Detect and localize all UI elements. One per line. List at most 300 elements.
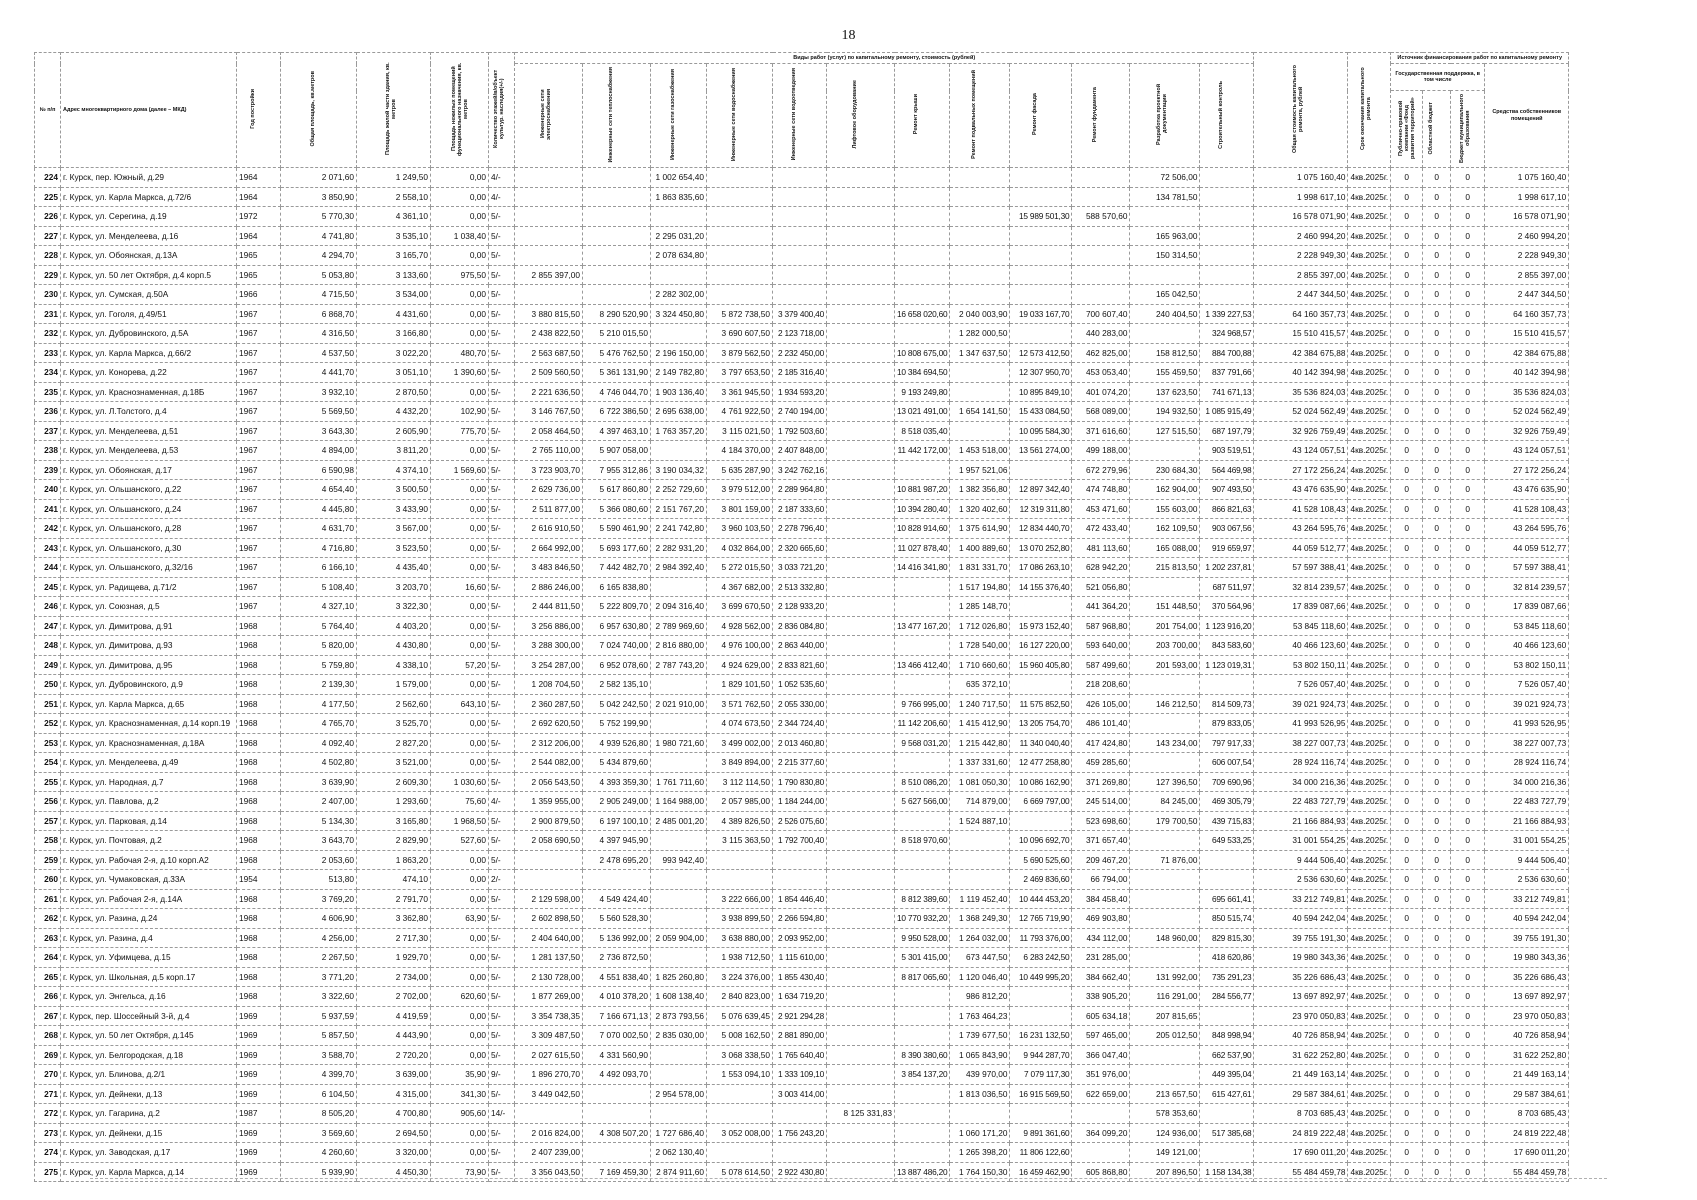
table-header bbox=[35, 53, 1569, 168]
cell-found: 469 903,80 bbox=[1072, 909, 1130, 929]
cell-addr: г. Курск, ул. Обоянская, д.17 bbox=[61, 460, 237, 480]
cell-sewer: 1 634 719,20 bbox=[773, 987, 827, 1007]
cell-f2: 0 bbox=[1423, 207, 1451, 227]
cell-el: 3 723 903,70 bbox=[515, 460, 583, 480]
cell-addr: г. Курск, ул. Рабочая 2-я, д.10 корп.А2 bbox=[61, 850, 237, 870]
col-header-total-cost: Общая стоимость капитального ремонта, рублей bbox=[1254, 53, 1348, 168]
cell-water: 2 840 823,00 bbox=[707, 987, 773, 1007]
cell-control: 741 671,13 bbox=[1200, 382, 1254, 402]
cell-control: 1 339 227,53 bbox=[1200, 304, 1254, 324]
cell-heat: 5 222 809,70 bbox=[583, 597, 651, 617]
col-header-design: Разработка проектной документации bbox=[1130, 64, 1200, 168]
cell-design: 165 088,00 bbox=[1130, 538, 1200, 558]
cell-lift bbox=[827, 519, 895, 539]
cell-year: 1967 bbox=[237, 460, 281, 480]
cell-f3: 0 bbox=[1451, 558, 1485, 578]
cell-nonres: 0,00 bbox=[431, 733, 489, 753]
cell-n: 241 bbox=[35, 499, 61, 519]
cell-gas: 1 825 260,80 bbox=[651, 967, 707, 987]
cell-control: 370 564,96 bbox=[1200, 597, 1254, 617]
cell-nonres: 0,00 bbox=[431, 1045, 489, 1065]
cell-own: 22 483 727,79 bbox=[1485, 792, 1569, 812]
cell-own: 39 021 924,73 bbox=[1485, 694, 1569, 714]
cell-heat bbox=[583, 1143, 651, 1163]
cell-n: 270 bbox=[35, 1065, 61, 1085]
cell-f2: 0 bbox=[1423, 987, 1451, 1007]
cell-nonres: 0,00 bbox=[431, 304, 489, 324]
cell-n: 240 bbox=[35, 480, 61, 500]
cell-base bbox=[950, 168, 1010, 188]
cell-addr: г. Курск, ул. Чумаковская, д.33А bbox=[61, 870, 237, 890]
cell-gas: 2 787 743,20 bbox=[651, 655, 707, 675]
cell-water: 4 928 562,00 bbox=[707, 616, 773, 636]
cell-addr: г. Курск, ул. Ольшанского, д.24 bbox=[61, 499, 237, 519]
cell-year: 1969 bbox=[237, 1065, 281, 1085]
cell-floors: 5/- bbox=[489, 538, 515, 558]
cell-facade: 16 127 220,00 bbox=[1010, 636, 1072, 656]
cell-el: 2 616 910,50 bbox=[515, 519, 583, 539]
table-row bbox=[35, 850, 1569, 870]
cell-roof: 8 518 970,60 bbox=[895, 831, 950, 851]
cell-design bbox=[1130, 441, 1200, 461]
cell-f1: 0 bbox=[1391, 792, 1423, 812]
cell-floors: 4/- bbox=[489, 792, 515, 812]
cell-f3: 0 bbox=[1451, 324, 1485, 344]
table-row bbox=[35, 831, 1569, 851]
cell-living: 4 430,80 bbox=[357, 636, 431, 656]
cell-f3: 0 bbox=[1451, 343, 1485, 363]
cell-facade bbox=[1010, 811, 1072, 831]
cell-living: 4 374,10 bbox=[357, 460, 431, 480]
cell-f2: 0 bbox=[1423, 870, 1451, 890]
cell-roof bbox=[895, 285, 950, 305]
cell-addr: г. Курск, ул. Народная, д.7 bbox=[61, 772, 237, 792]
cell-n: 238 bbox=[35, 441, 61, 461]
cell-year: 1964 bbox=[237, 226, 281, 246]
cell-water: 3 222 666,00 bbox=[707, 889, 773, 909]
cell-heat: 4 746 044,70 bbox=[583, 382, 651, 402]
cell-total: 7 526 057,40 bbox=[1254, 675, 1348, 695]
cell-f1: 0 bbox=[1391, 324, 1423, 344]
cell-f1: 0 bbox=[1391, 714, 1423, 734]
cell-control: 1 085 915,49 bbox=[1200, 402, 1254, 422]
cell-control bbox=[1200, 246, 1254, 266]
cell-n: 267 bbox=[35, 1006, 61, 1026]
cell-f3: 0 bbox=[1451, 1123, 1485, 1143]
cell-sewer bbox=[773, 187, 827, 207]
cell-heat: 6 957 630,80 bbox=[583, 616, 651, 636]
cell-total-area: 4 316,50 bbox=[281, 324, 357, 344]
cell-heat: 5 361 131,90 bbox=[583, 363, 651, 383]
table-row bbox=[35, 987, 1569, 1007]
cell-floors: 5/- bbox=[489, 246, 515, 266]
cell-roof: 11 142 206,60 bbox=[895, 714, 950, 734]
cell-base bbox=[950, 207, 1010, 227]
cell-design: 578 353,60 bbox=[1130, 1104, 1200, 1124]
cell-total-area: 4 294,70 bbox=[281, 246, 357, 266]
cell-floors: 5/- bbox=[489, 460, 515, 480]
cell-year: 1967 bbox=[237, 577, 281, 597]
cell-n: 245 bbox=[35, 577, 61, 597]
cell-roof: 5 301 415,00 bbox=[895, 948, 950, 968]
cell-base: 2 040 003,90 bbox=[950, 304, 1010, 324]
col-header-year: Год постройки bbox=[237, 53, 281, 168]
cell-f1: 0 bbox=[1391, 811, 1423, 831]
cell-roof bbox=[895, 207, 950, 227]
cell-total-area: 4 654,40 bbox=[281, 480, 357, 500]
cell-heat: 2 582 135,10 bbox=[583, 675, 651, 695]
cell-water: 5 872 738,50 bbox=[707, 304, 773, 324]
cell-found: 66 794,00 bbox=[1072, 870, 1130, 890]
cell-found: 440 283,00 bbox=[1072, 324, 1130, 344]
cell-n: 231 bbox=[35, 304, 61, 324]
cell-own: 21 449 163,14 bbox=[1485, 1065, 1569, 1085]
cell-nonres: 775,70 bbox=[431, 421, 489, 441]
cell-base: 1 382 356,80 bbox=[950, 480, 1010, 500]
cell-found: 499 188,00 bbox=[1072, 441, 1130, 461]
cell-own: 39 755 191,30 bbox=[1485, 928, 1569, 948]
cell-total: 17 690 011,20 bbox=[1254, 1143, 1348, 1163]
cell-control bbox=[1200, 1104, 1254, 1124]
cell-f3: 0 bbox=[1451, 499, 1485, 519]
table-row bbox=[35, 655, 1569, 675]
cell-heat bbox=[583, 226, 651, 246]
cell-addr: г. Курск, пер. Южный, д.29 bbox=[61, 168, 237, 188]
cell-n: 251 bbox=[35, 694, 61, 714]
cell-sewer: 3 379 400,40 bbox=[773, 304, 827, 324]
cell-water: 3 638 880,00 bbox=[707, 928, 773, 948]
cell-nonres: 0,00 bbox=[431, 889, 489, 909]
cell-f3: 0 bbox=[1451, 597, 1485, 617]
cell-living: 3 203,70 bbox=[357, 577, 431, 597]
cell-total-area: 6 166,10 bbox=[281, 558, 357, 578]
cell-own: 16 578 071,90 bbox=[1485, 207, 1569, 227]
cell-living: 2 702,00 bbox=[357, 987, 431, 1007]
cell-nonres: 0,00 bbox=[431, 480, 489, 500]
cell-n: 242 bbox=[35, 519, 61, 539]
cell-total-area: 5 770,30 bbox=[281, 207, 357, 227]
table-row bbox=[35, 187, 1569, 207]
cell-sewer: 3 003 414,00 bbox=[773, 1084, 827, 1104]
cell-addr: г. Курск, ул. Краснознаменная, д.18А bbox=[61, 733, 237, 753]
cell-gas: 2 196 150,00 bbox=[651, 343, 707, 363]
cell-lift bbox=[827, 1006, 895, 1026]
cell-addr: г. Курск, ул. Менделеева, д.51 bbox=[61, 421, 237, 441]
cell-living: 3 166,80 bbox=[357, 324, 431, 344]
cell-f2: 0 bbox=[1423, 948, 1451, 968]
table-row bbox=[35, 870, 1569, 890]
cell-addr: г. Курск, ул. Разина, д.4 bbox=[61, 928, 237, 948]
cell-found: 588 570,60 bbox=[1072, 207, 1130, 227]
cell-year: 1965 bbox=[237, 265, 281, 285]
cell-deadline: 4кв.2025г. bbox=[1348, 694, 1391, 714]
cell-lift bbox=[827, 616, 895, 636]
cell-el: 3 483 846,50 bbox=[515, 558, 583, 578]
cell-facade bbox=[1010, 168, 1072, 188]
cell-control: 919 659,97 bbox=[1200, 538, 1254, 558]
cell-total: 31 001 554,25 bbox=[1254, 831, 1348, 851]
col-header-living-area: Площадь жилой части здания, кв. метров bbox=[357, 53, 431, 168]
col-header-electric: Инженерные сети электроснабжения bbox=[515, 64, 583, 168]
cell-design: 165 042,50 bbox=[1130, 285, 1200, 305]
cell-deadline: 4кв.2025г. bbox=[1348, 655, 1391, 675]
cell-heat: 6 722 386,50 bbox=[583, 402, 651, 422]
cell-f2: 0 bbox=[1423, 558, 1451, 578]
cell-total: 2 536 630,60 bbox=[1254, 870, 1348, 890]
cell-water: 3 979 512,00 bbox=[707, 480, 773, 500]
cell-base: 1 831 331,70 bbox=[950, 558, 1010, 578]
cell-sewer: 2 526 075,60 bbox=[773, 811, 827, 831]
cell-nonres: 73,90 bbox=[431, 1162, 489, 1182]
cell-sewer: 3 242 762,16 bbox=[773, 460, 827, 480]
cell-f2: 0 bbox=[1423, 1084, 1451, 1104]
cell-addr: г. Курск, ул. Димитрова, д.95 bbox=[61, 655, 237, 675]
cell-sewer: 1 184 244,00 bbox=[773, 792, 827, 812]
cell-total: 19 980 343,36 bbox=[1254, 948, 1348, 968]
cell-facade bbox=[1010, 597, 1072, 617]
cell-nonres: 0,00 bbox=[431, 870, 489, 890]
cell-design: 124 936,00 bbox=[1130, 1123, 1200, 1143]
cell-el: 3 449 042,50 bbox=[515, 1084, 583, 1104]
cell-f2: 0 bbox=[1423, 168, 1451, 188]
cell-own: 53 845 118,60 bbox=[1485, 616, 1569, 636]
cell-found bbox=[1072, 246, 1130, 266]
cell-lift bbox=[827, 480, 895, 500]
cell-base: 1 265 398,20 bbox=[950, 1143, 1010, 1163]
cell-year: 1968 bbox=[237, 655, 281, 675]
cell-floors: 2/- bbox=[489, 870, 515, 890]
cell-f1: 0 bbox=[1391, 382, 1423, 402]
cell-f1: 0 bbox=[1391, 636, 1423, 656]
cell-heat: 6 197 100,10 bbox=[583, 811, 651, 831]
cell-design bbox=[1130, 753, 1200, 773]
cell-year: 1968 bbox=[237, 714, 281, 734]
cell-found: 453 053,40 bbox=[1072, 363, 1130, 383]
cell-control: 564 469,98 bbox=[1200, 460, 1254, 480]
cell-deadline: 4кв.2025г. bbox=[1348, 1104, 1391, 1124]
cell-floors: 9/- bbox=[489, 1065, 515, 1085]
cell-year: 1966 bbox=[237, 285, 281, 305]
cell-floors: 5/- bbox=[489, 382, 515, 402]
cell-design bbox=[1130, 831, 1200, 851]
cell-base: 1 337 331,60 bbox=[950, 753, 1010, 773]
cell-base: 1 400 889,60 bbox=[950, 538, 1010, 558]
cell-n: 273 bbox=[35, 1123, 61, 1143]
cell-sewer: 2 266 594,80 bbox=[773, 909, 827, 929]
cell-total: 64 160 357,73 bbox=[1254, 304, 1348, 324]
cell-nonres: 0,00 bbox=[431, 948, 489, 968]
cell-f1: 0 bbox=[1391, 285, 1423, 305]
cell-design bbox=[1130, 948, 1200, 968]
cell-heat: 7 166 671,13 bbox=[583, 1006, 651, 1026]
cell-floors: 5/- bbox=[489, 558, 515, 578]
cell-sewer: 2 320 665,60 bbox=[773, 538, 827, 558]
cell-total: 1 998 617,10 bbox=[1254, 187, 1348, 207]
cell-f3: 0 bbox=[1451, 1026, 1485, 1046]
cell-f2: 0 bbox=[1423, 753, 1451, 773]
cell-total: 2 447 344,50 bbox=[1254, 285, 1348, 305]
cell-total-area: 2 053,60 bbox=[281, 850, 357, 870]
cell-year: 1967 bbox=[237, 499, 281, 519]
cell-f2: 0 bbox=[1423, 285, 1451, 305]
cell-floors: 5/- bbox=[489, 402, 515, 422]
cell-roof bbox=[895, 1123, 950, 1143]
cell-floors: 5/- bbox=[489, 285, 515, 305]
cell-base bbox=[950, 285, 1010, 305]
cell-lift bbox=[827, 285, 895, 305]
cell-water: 3 068 338,50 bbox=[707, 1045, 773, 1065]
cell-facade: 19 033 167,70 bbox=[1010, 304, 1072, 324]
cell-gas: 2 485 001,20 bbox=[651, 811, 707, 831]
cell-roof bbox=[895, 636, 950, 656]
cell-base: 1 415 412,90 bbox=[950, 714, 1010, 734]
cell-control: 449 395,04 bbox=[1200, 1065, 1254, 1085]
cell-sewer: 2 863 440,00 bbox=[773, 636, 827, 656]
cell-deadline: 4кв.2025г. bbox=[1348, 519, 1391, 539]
cell-nonres: 75,60 bbox=[431, 792, 489, 812]
cell-deadline: 4кв.2025г. bbox=[1348, 733, 1391, 753]
cell-year: 1972 bbox=[237, 207, 281, 227]
cell-base: 673 447,50 bbox=[950, 948, 1010, 968]
cell-sewer: 2 833 821,60 bbox=[773, 655, 827, 675]
cell-nonres: 0,00 bbox=[431, 597, 489, 617]
cell-deadline: 4кв.2025г. bbox=[1348, 1026, 1391, 1046]
cell-design: 207 815,65 bbox=[1130, 1006, 1200, 1026]
cell-nonres: 0,00 bbox=[431, 285, 489, 305]
cell-heat: 5 907 058,00 bbox=[583, 441, 651, 461]
table-row bbox=[35, 499, 1569, 519]
cell-own: 42 384 675,88 bbox=[1485, 343, 1569, 363]
cell-found: 231 285,00 bbox=[1072, 948, 1130, 968]
cell-floors: 5/- bbox=[489, 675, 515, 695]
cell-found: 209 467,20 bbox=[1072, 850, 1130, 870]
cell-heat: 4 549 424,40 bbox=[583, 889, 651, 909]
cell-year: 1968 bbox=[237, 753, 281, 773]
cell-found bbox=[1072, 226, 1130, 246]
cell-gas: 2 021 910,00 bbox=[651, 694, 707, 714]
cell-f3: 0 bbox=[1451, 285, 1485, 305]
cell-floors: 5/- bbox=[489, 304, 515, 324]
cell-total: 34 000 216,36 bbox=[1254, 772, 1348, 792]
cell-addr: г. Курск, ул. Дейнеки, д.13 bbox=[61, 1084, 237, 1104]
cell-living: 3 022,20 bbox=[357, 343, 431, 363]
cell-lift bbox=[827, 967, 895, 987]
cell-roof: 13 887 486,20 bbox=[895, 1162, 950, 1182]
cell-f2: 0 bbox=[1423, 1065, 1451, 1085]
cell-water: 3 797 653,50 bbox=[707, 363, 773, 383]
cell-water: 3 879 562,50 bbox=[707, 343, 773, 363]
cell-year: 1967 bbox=[237, 324, 281, 344]
cell-facade: 6 669 797,00 bbox=[1010, 792, 1072, 812]
cell-nonres: 0,00 bbox=[431, 1026, 489, 1046]
table-row bbox=[35, 324, 1569, 344]
table-row bbox=[35, 304, 1569, 324]
cell-roof bbox=[895, 246, 950, 266]
cell-heat: 2 905 249,00 bbox=[583, 792, 651, 812]
cell-floors: 5/- bbox=[489, 616, 515, 636]
cell-own: 43 476 635,90 bbox=[1485, 480, 1569, 500]
table-row bbox=[35, 1026, 1569, 1046]
col-header-lift: Лифтовое оборудование bbox=[827, 64, 895, 168]
cell-deadline: 4кв.2025г. bbox=[1348, 460, 1391, 480]
cell-own: 28 924 116,74 bbox=[1485, 753, 1569, 773]
cell-nonres: 0,00 bbox=[431, 324, 489, 344]
cell-own: 34 000 216,36 bbox=[1485, 772, 1569, 792]
cell-heat: 2 736 872,50 bbox=[583, 948, 651, 968]
cell-water bbox=[707, 285, 773, 305]
table-row bbox=[35, 1143, 1569, 1163]
cell-facade: 12 897 342,40 bbox=[1010, 480, 1072, 500]
cell-water: 3 690 607,50 bbox=[707, 324, 773, 344]
cell-year: 1969 bbox=[237, 1143, 281, 1163]
cell-lift bbox=[827, 363, 895, 383]
cell-gas: 2 252 729,60 bbox=[651, 480, 707, 500]
cell-lift bbox=[827, 655, 895, 675]
cell-heat: 5 752 199,90 bbox=[583, 714, 651, 734]
cell-deadline: 4кв.2025г. bbox=[1348, 831, 1391, 851]
cell-total-area: 5 820,00 bbox=[281, 636, 357, 656]
cell-year: 1967 bbox=[237, 558, 281, 578]
cell-gas: 1 763 357,20 bbox=[651, 421, 707, 441]
cell-addr: г. Курск, ул. Белгородская, д.18 bbox=[61, 1045, 237, 1065]
cell-nonres: 102,90 bbox=[431, 402, 489, 422]
cell-total: 40 726 858,94 bbox=[1254, 1026, 1348, 1046]
cell-addr: г. Курск, ул. Ольшанского, д.28 bbox=[61, 519, 237, 539]
cell-own: 2 460 994,20 bbox=[1485, 226, 1569, 246]
cell-base: 1 957 521,06 bbox=[950, 460, 1010, 480]
cell-n: 230 bbox=[35, 285, 61, 305]
cell-nonres: 0,00 bbox=[431, 441, 489, 461]
col-header-water: Инженерные сети водоснабжения bbox=[707, 64, 773, 168]
cell-facade: 15 433 084,50 bbox=[1010, 402, 1072, 422]
cell-deadline: 4кв.2025г. bbox=[1348, 187, 1391, 207]
cell-own: 57 597 388,41 bbox=[1485, 558, 1569, 578]
cell-lift bbox=[827, 928, 895, 948]
cell-deadline: 4кв.2025г. bbox=[1348, 870, 1391, 890]
cell-heat: 5 042 242,50 bbox=[583, 694, 651, 714]
cell-n: 237 bbox=[35, 421, 61, 441]
cell-base: 1 517 194,80 bbox=[950, 577, 1010, 597]
cell-f1: 0 bbox=[1391, 1045, 1423, 1065]
cell-el: 2 438 822,50 bbox=[515, 324, 583, 344]
cell-f3: 0 bbox=[1451, 636, 1485, 656]
cell-control: 837 791,66 bbox=[1200, 363, 1254, 383]
cell-found: 597 465,00 bbox=[1072, 1026, 1130, 1046]
cell-living: 1 293,60 bbox=[357, 792, 431, 812]
cell-f3: 0 bbox=[1451, 987, 1485, 1007]
cell-total: 55 484 459,78 bbox=[1254, 1162, 1348, 1182]
table-row bbox=[35, 285, 1569, 305]
col-header-sewer: Инженерные сети водоотведения bbox=[773, 64, 827, 168]
cell-nonres: 341,30 bbox=[431, 1084, 489, 1104]
cell-year: 1969 bbox=[237, 1026, 281, 1046]
table-row bbox=[35, 538, 1569, 558]
cell-facade bbox=[1010, 246, 1072, 266]
cell-water: 4 074 673,50 bbox=[707, 714, 773, 734]
cell-heat bbox=[583, 246, 651, 266]
page-number: 18 bbox=[841, 28, 856, 43]
cell-own: 32 814 239,57 bbox=[1485, 577, 1569, 597]
cell-n: 269 bbox=[35, 1045, 61, 1065]
cell-control: 418 620,86 bbox=[1200, 948, 1254, 968]
cell-living: 3 165,80 bbox=[357, 811, 431, 831]
table-row bbox=[35, 168, 1569, 188]
cell-n: 228 bbox=[35, 246, 61, 266]
cell-f3: 0 bbox=[1451, 226, 1485, 246]
cell-nonres: 643,10 bbox=[431, 694, 489, 714]
cell-gas bbox=[651, 675, 707, 695]
cell-own: 35 536 824,03 bbox=[1485, 382, 1569, 402]
